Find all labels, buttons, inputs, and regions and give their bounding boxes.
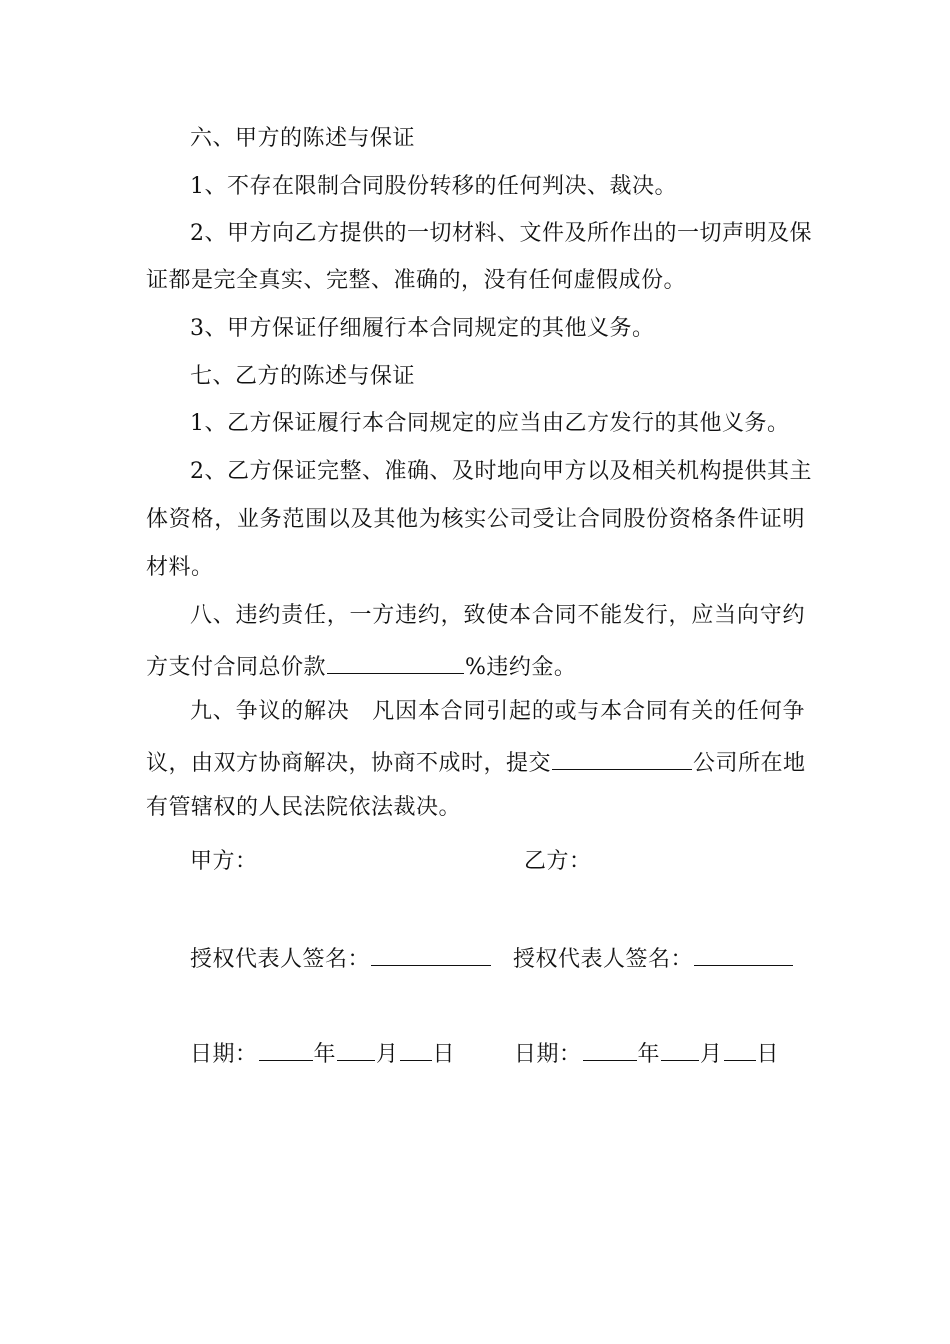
party-b-signature-blank[interactable] (694, 941, 793, 966)
party-a-signature-row (190, 941, 492, 975)
party-a-rep-label: 授权代表人签名： (190, 947, 371, 972)
party-b-month-blank[interactable] (661, 1036, 699, 1061)
party-b-date-label: 日期： (514, 1042, 582, 1067)
party-b-rep-label: 授权代表人签名： (513, 947, 694, 972)
section-7-item-2-line-1: 2、乙方保证完整、准确、及时地向甲方以及相关机构提供其主 (190, 459, 812, 484)
section-6-item-1: 1、不存在限制合同股份转移的任何判决、裁决。 (190, 174, 677, 199)
section-9-line-2 (146, 745, 806, 779)
party-a-day-blank[interactable] (400, 1036, 432, 1061)
penalty-percent-blank[interactable] (327, 649, 464, 674)
section-7-item-2-line-3: 材料。 (146, 555, 214, 580)
party-b-year-blank[interactable] (583, 1036, 637, 1061)
party-a-year-label: 年 (313, 1042, 337, 1067)
section-9-line-3: 有管辖权的人民法院依法裁决。 (146, 795, 462, 820)
party-a-month-label: 月 (376, 1042, 399, 1067)
party-b-year-label: 年 (637, 1042, 661, 1067)
party-b-label: 乙方： (524, 849, 592, 874)
section-6-item-2-line-2: 证都是完全真实、完整、准确的，没有任何虚假成份。 (146, 268, 687, 293)
section-8-line-2 (146, 649, 576, 683)
party-a-signature-blank[interactable] (371, 941, 491, 966)
party-a-date-row (190, 1036, 455, 1070)
party-b-date-row (514, 1036, 779, 1070)
party-a-month-blank[interactable] (337, 1036, 375, 1061)
party-a-year-blank[interactable] (259, 1036, 313, 1061)
section-7-item-1: 1、乙方保证履行本合同规定的应当由乙方发行的其他义务。 (190, 411, 790, 436)
penalty-text-before: 方支付合同总价款 (146, 655, 327, 680)
section-6-item-2-line-1: 2、甲方向乙方提供的一切材料、文件及所作出的一切声明及保 (190, 221, 812, 246)
party-b-signature-row (513, 941, 794, 975)
party-b-month-label: 月 (700, 1042, 723, 1067)
court-text-after: 公司所在地 (693, 751, 806, 776)
section-6-item-3: 3、甲方保证仔细履行本合同规定的其他义务。 (190, 316, 655, 341)
section-7-item-2-line-2: 体资格，业务范围以及其他为核实公司受让合同股份资格条件证明 (146, 507, 805, 532)
party-a-day-label: 日 (432, 1042, 456, 1067)
party-a-label: 甲方： (190, 849, 258, 874)
section-8-line-1: 八、违约责任，一方违约，致使本合同不能发行，应当向守约 (190, 603, 805, 628)
party-b-day-label: 日 (756, 1042, 780, 1067)
section-6-heading: 六、甲方的陈述与保证 (190, 126, 416, 151)
court-text-before: 议，由双方协商解决，协商不成时，提交 (146, 751, 552, 776)
court-company-blank[interactable] (552, 745, 692, 770)
penalty-text-after: %违约金。 (465, 655, 577, 680)
party-b-day-blank[interactable] (724, 1036, 756, 1061)
section-7-heading: 七、乙方的陈述与保证 (190, 364, 416, 389)
party-a-date-label: 日期： (190, 1042, 258, 1067)
section-9-line-1: 九、争议的解决 凡因本合同引起的或与本合同有关的任何争 (190, 699, 805, 724)
